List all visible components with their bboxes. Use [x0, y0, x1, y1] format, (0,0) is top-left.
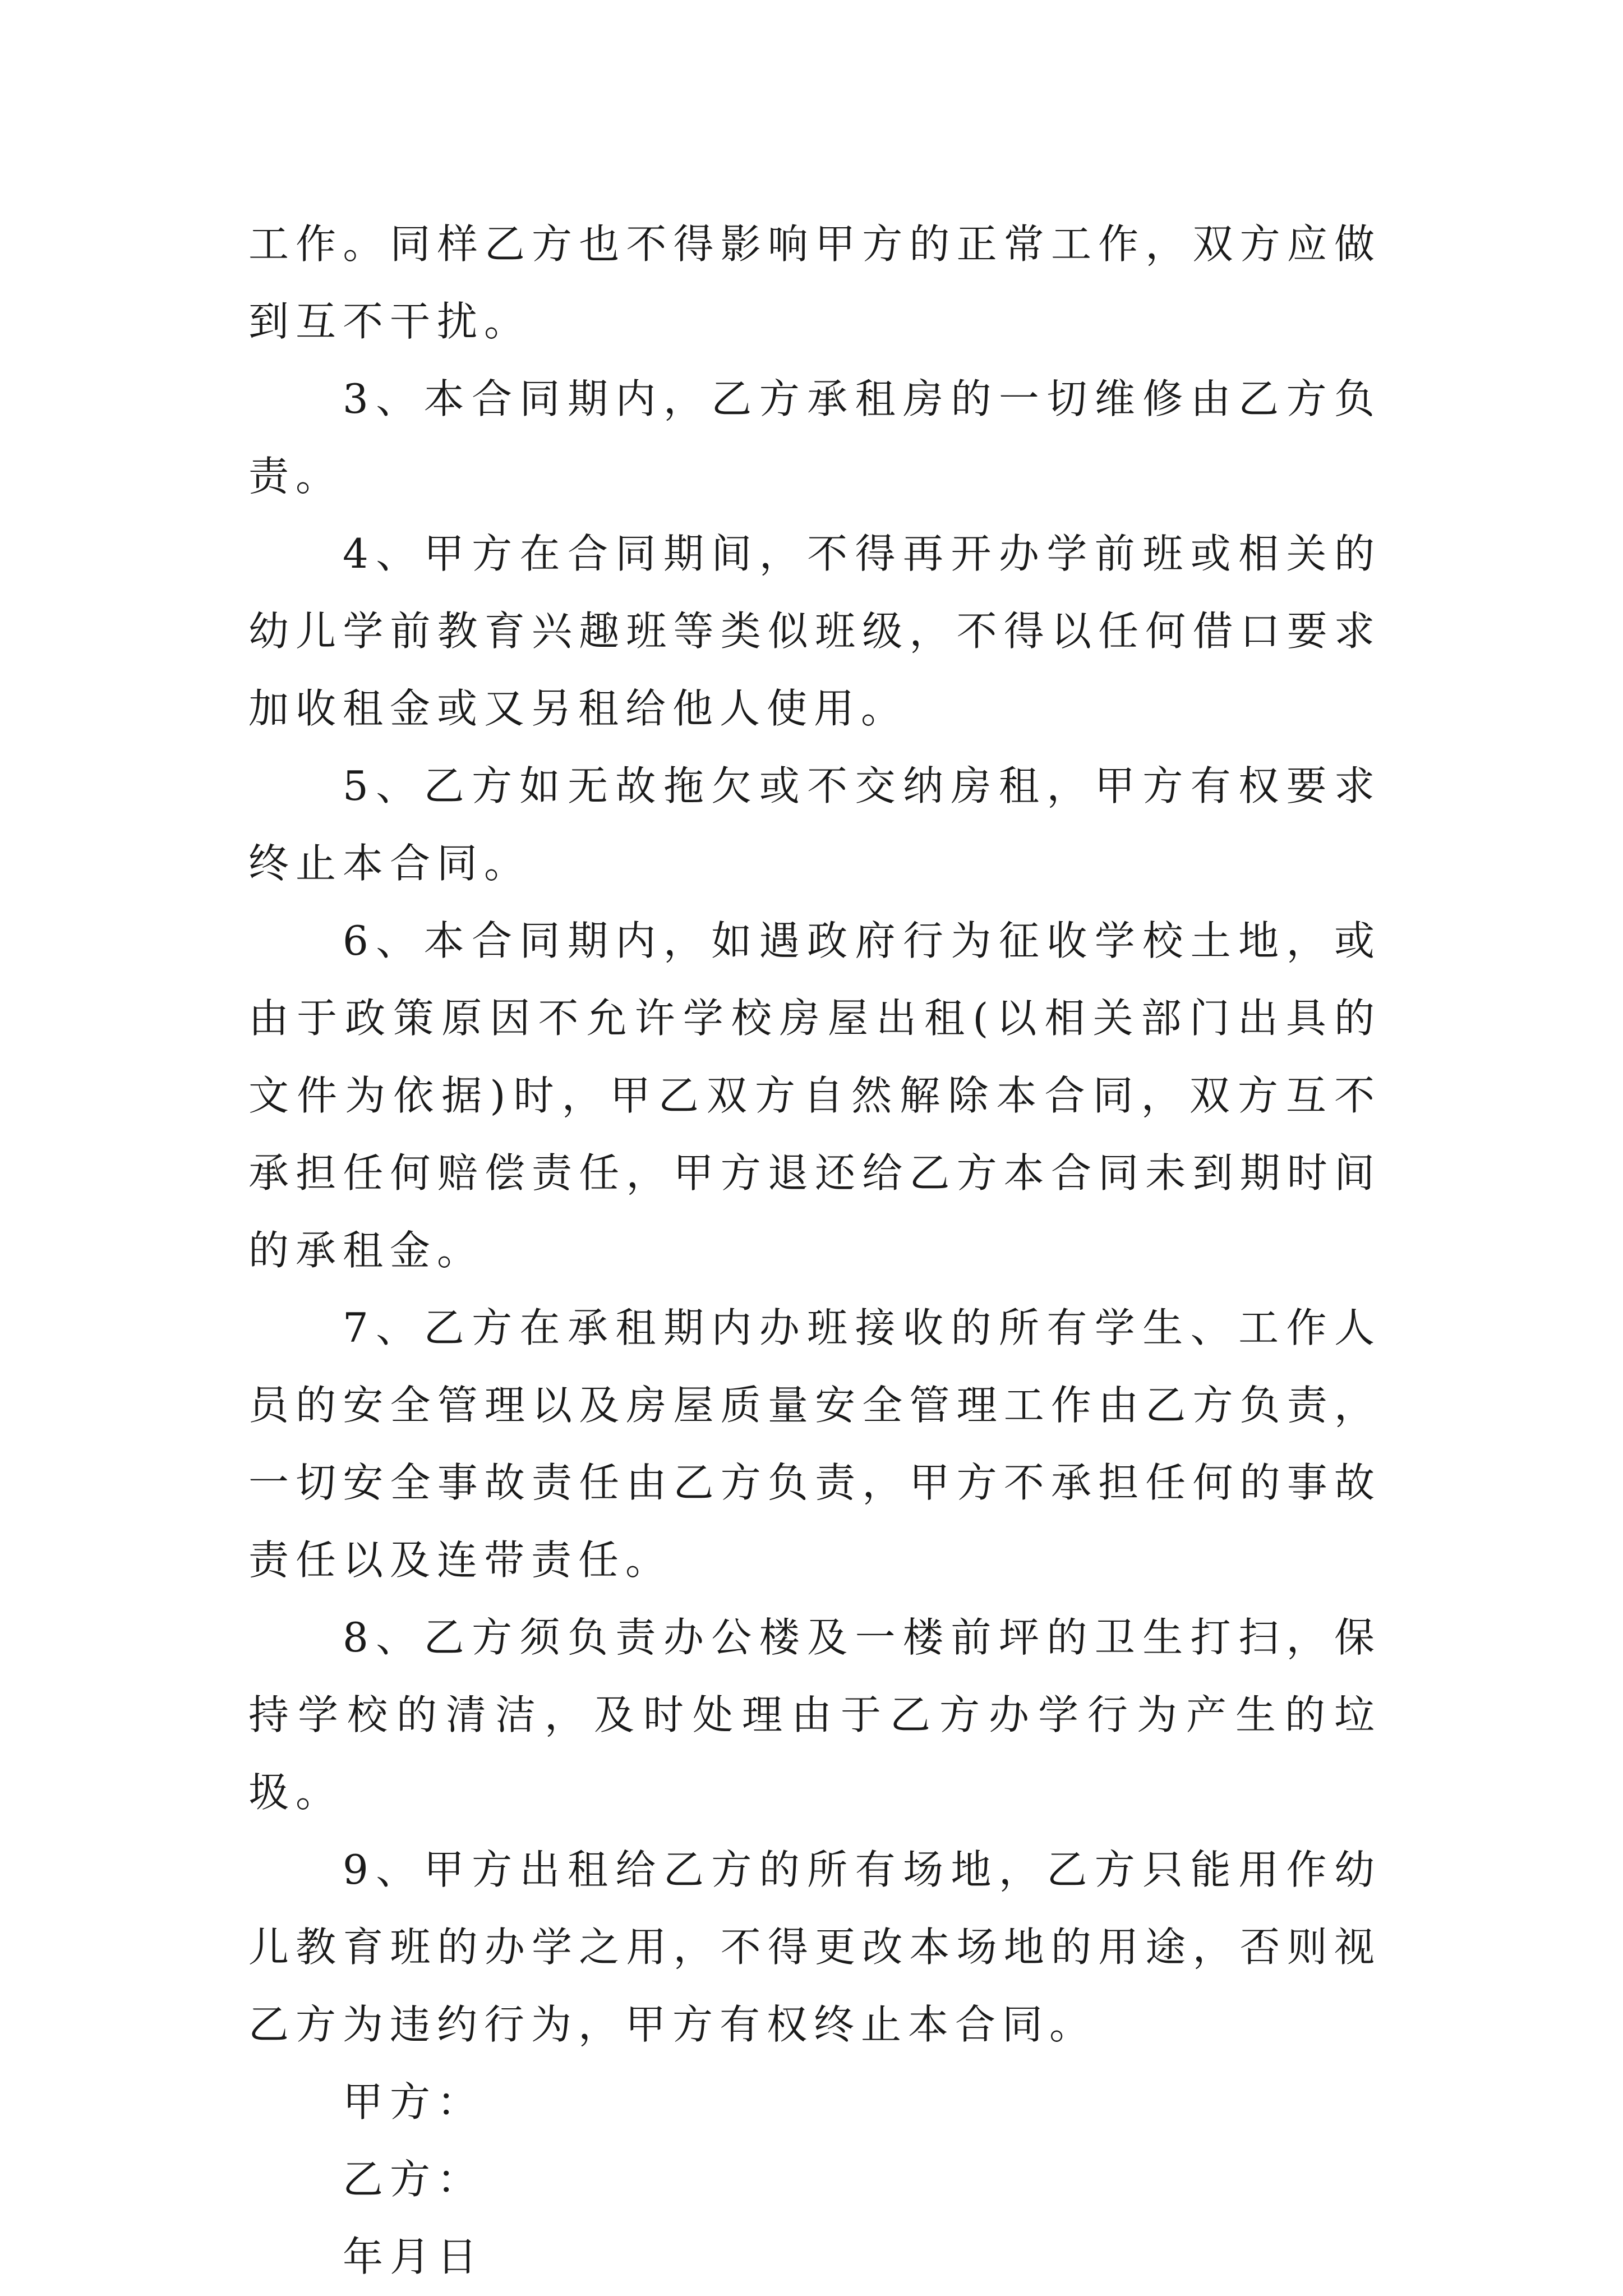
- clause-4: 4、甲方在合同期间，不得再开办学前班或相关的幼儿学前教育兴趣班等类似班级，不得以任何借口要求加收租金或又另租给他人使用。: [248, 530, 1381, 732]
- clause-6: 6、本合同期内，如遇政府行为征收学校土地，或由于政策原因不允许学校房屋出租(以相关部门出具的文件为依据)时，甲乙双方自然解除本合同，双方互不承担任何赔偿责任，甲方退还给乙方本合同未到期时间的承租金。: [248, 917, 1381, 1274]
- party-b-signature-line: 乙方：: [343, 2156, 485, 2203]
- date-line: 年月日: [343, 2233, 485, 2280]
- clause-7: 7、乙方在承租期内办班接收的所有学生、工作人员的安全管理以及房屋质量安全管理工作由乙方负责，一切安全事故责任由乙方负责，甲方不承担任何的事故责任以及连带责任。: [248, 1304, 1381, 1584]
- clause-9: 9、甲方出租给乙方的所有场地，乙方只能用作幼儿教育班的办学之用，不得更改本场地的用途，否则视乙方为违约行为，甲方有权终止本合同。: [248, 1846, 1381, 2048]
- party-a-signature-line: 甲方：: [343, 2078, 485, 2125]
- clause-5: 5、乙方如无故拖欠或不交纳房租，甲方有权要求终止本合同。: [248, 762, 1381, 887]
- clause-8: 8、乙方须负责办公楼及一楼前坪的卫生打扫，保持学校的清洁，及时处理由于乙方办学行为产生的垃圾。: [248, 1614, 1381, 1816]
- contract-body: [248, 205, 1381, 2295]
- clause-3: 3、本合同期内，乙方承租房的一切维修由乙方负责。: [248, 375, 1381, 500]
- paragraph-continuation: 工作。同样乙方也不得影响甲方的正常工作，双方应做到互不干扰。: [248, 220, 1381, 345]
